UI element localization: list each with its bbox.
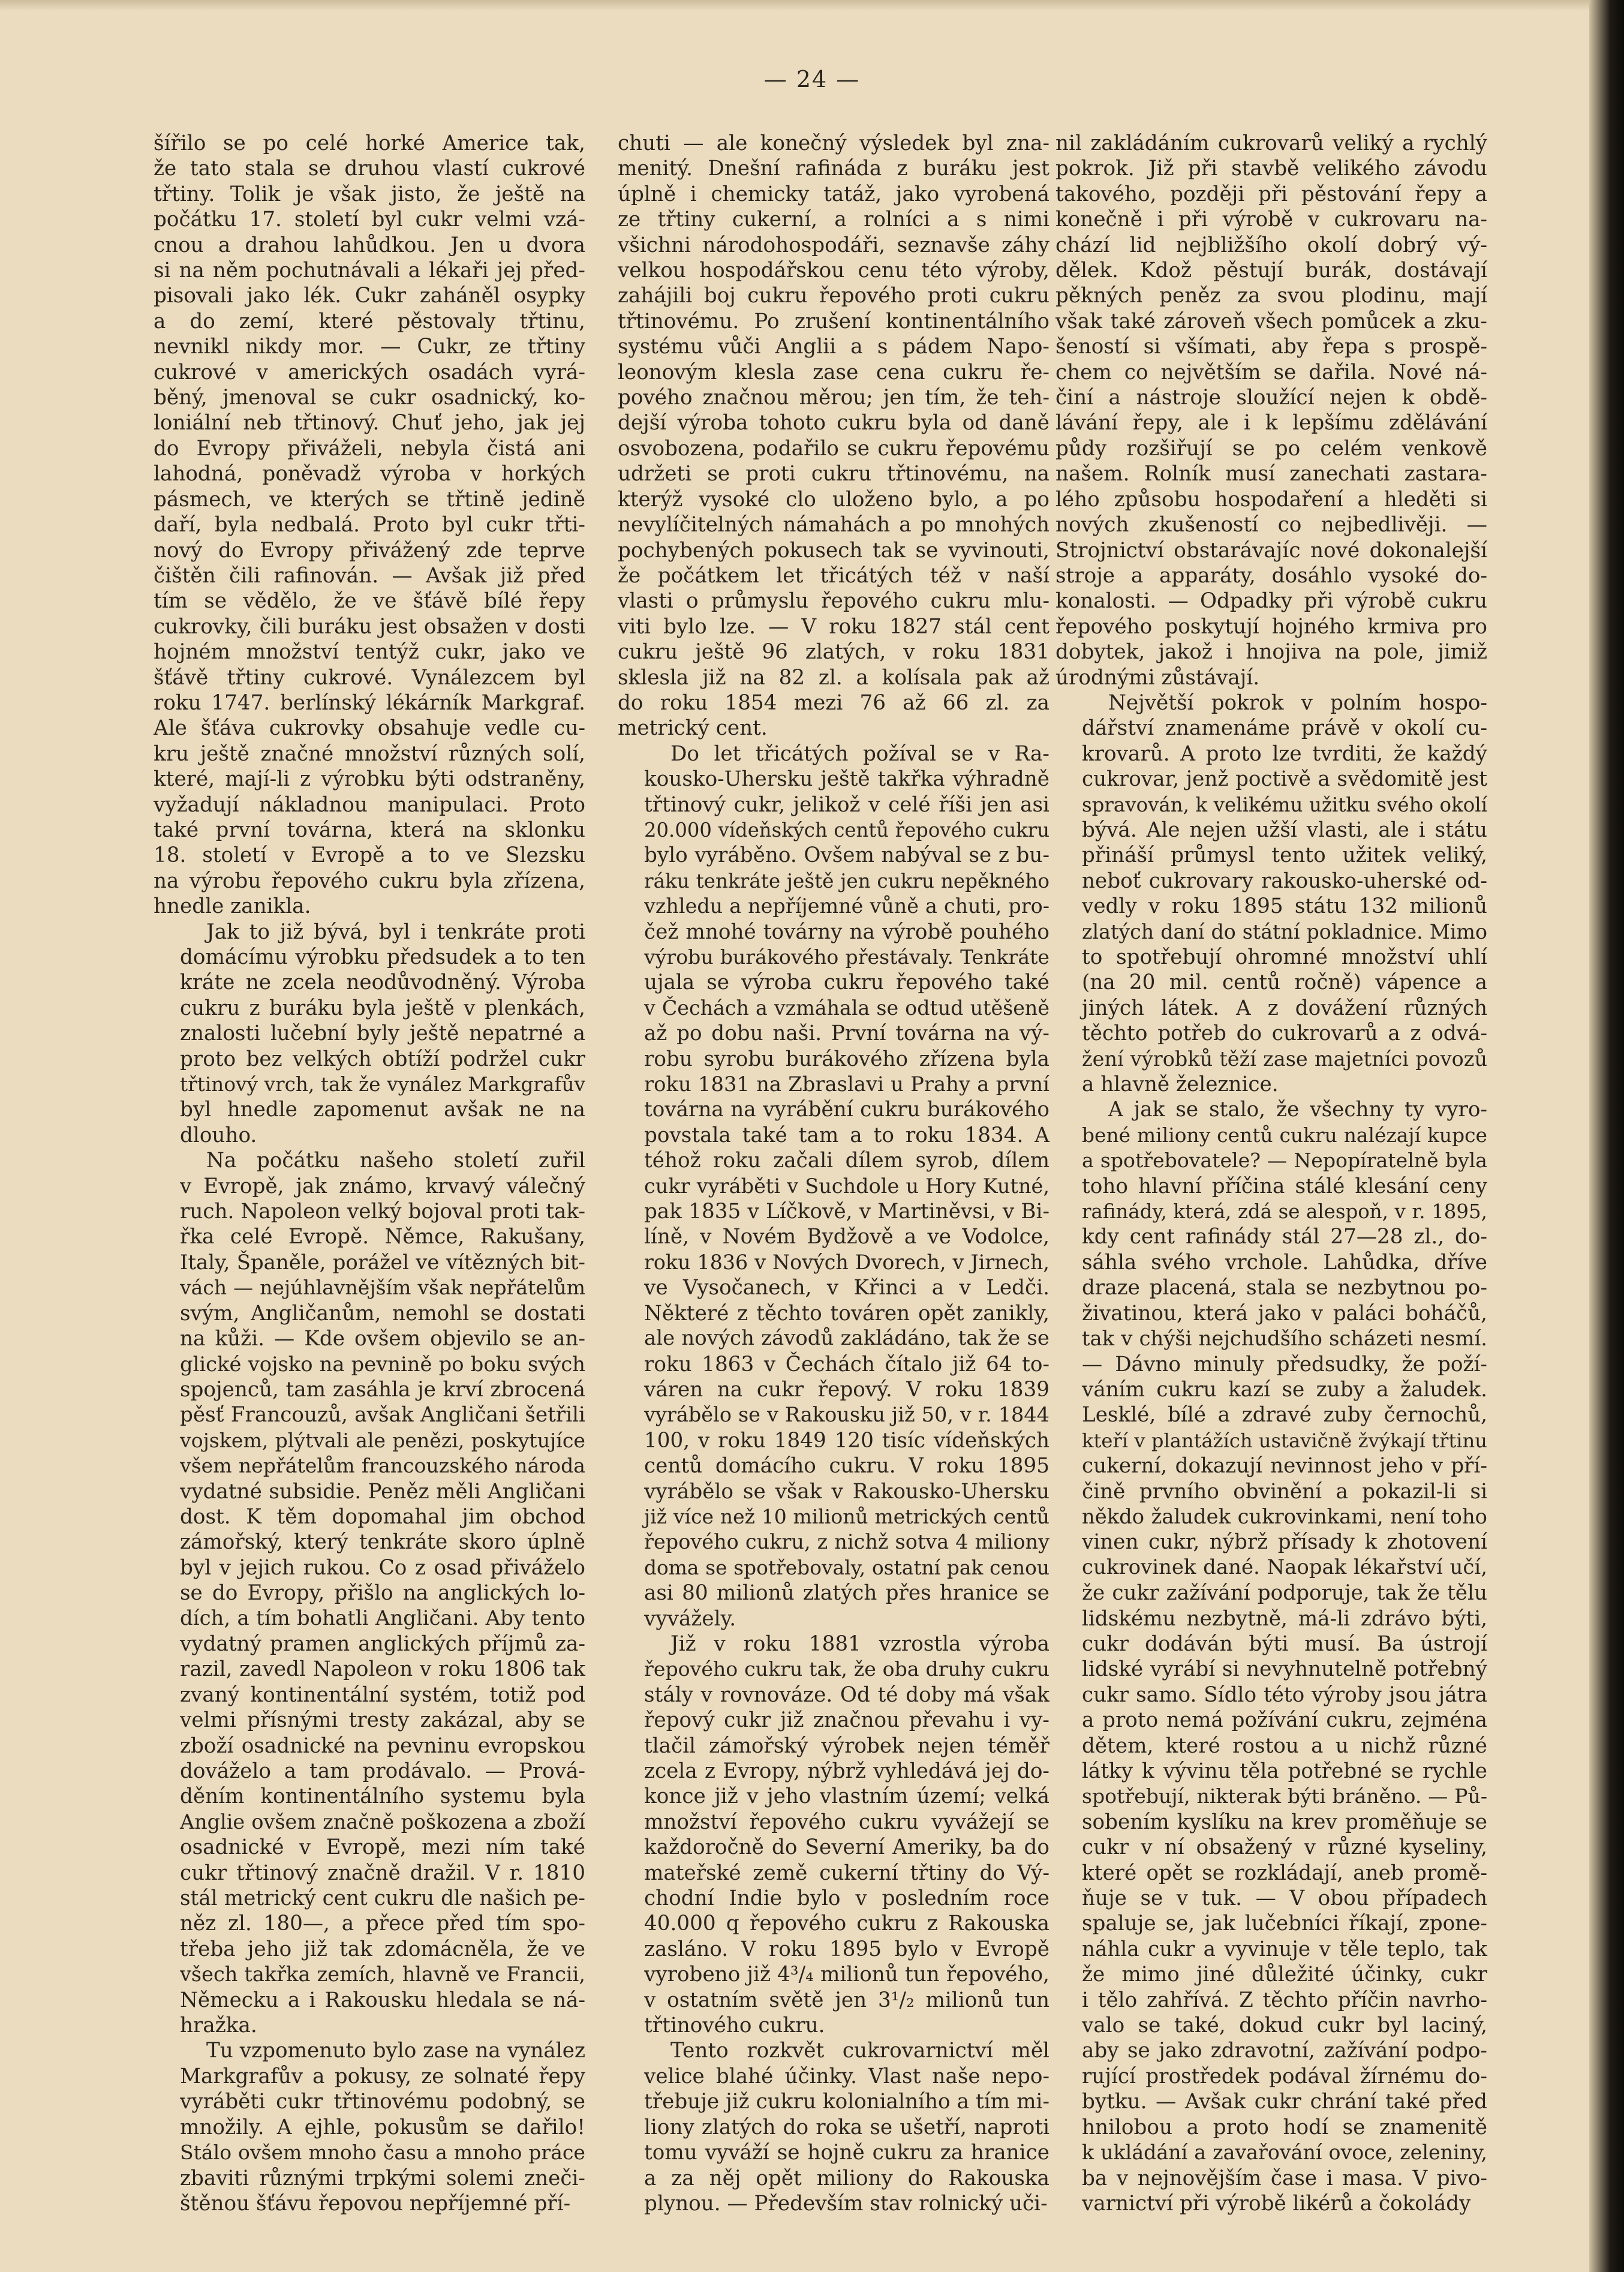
text-line: líně, v Novém Bydžově a ve Vodolce, [644, 1225, 1049, 1249]
text-line: asi 80 milionů zlatých přes hranice se [644, 1581, 1049, 1606]
text-line: šířilo se po celé horké Americe tak, [154, 131, 585, 155]
text-line: řepového cukru tak, že oba druhy cukru [644, 1657, 1049, 1681]
text-line: i tělo zahřívá. Z těchto příčin navrho- [1082, 1988, 1487, 2012]
text-line: kousko-Uhersku ještě takřka výhradně [644, 767, 1049, 792]
text-line: řepového cukru, z nichž sotva 4 miliony [644, 1530, 1049, 1554]
text-line: toho hlavní příčina stálé klesání ceny [1082, 1174, 1487, 1198]
text-line: že počátkem let třicátých též v naší [618, 563, 1049, 588]
text-line: čině prvního obvinění a pokazil-li si [1082, 1479, 1487, 1504]
page-top-shadow [0, 0, 1624, 11]
text-line: třtinového cukru. [644, 2013, 825, 2038]
text-line: aby se jako zdravotní, zažívání podpo- [1082, 2039, 1487, 2063]
text-line: lahodná, poněvadž výroba v horkých [154, 462, 585, 486]
text-line: zasláno. V roku 1895 bylo v Evropě [644, 1937, 1049, 1961]
text-line: Strojnictví obstarávajíc nové dokonalejší [1055, 538, 1487, 563]
text-line: štěnou šťávu řepovou nepříjemné pří- [180, 2191, 571, 2216]
text-line: pak 1835 v Líčkově, v Martiněvsi, v Bi- [644, 1200, 1049, 1224]
text-line: všichni národohospodáři, seznavše záhy [618, 233, 1049, 257]
text-line: zahájili boj cukru řepového proti cukru [618, 284, 1049, 308]
text-line: kterýž vysoké clo uloženo bylo, a po [618, 487, 1049, 512]
text-line: látky k vývinu těla potřebné se rychle [1082, 1759, 1487, 1783]
text-line: systému vůči Anglii a s pádem Napo- [618, 335, 1049, 359]
text-line: osadnické v Evropě, mezi ním také [180, 1835, 585, 1860]
text-line: Tu vzpomenuto bylo zase na vynález [206, 2039, 585, 2063]
text-line: cukr dodáván býti musí. Ba ústrojí [1082, 1631, 1487, 1656]
text-line: a za něj opět miliony do Rakouska [644, 2166, 1049, 2190]
text-line: menitý. Dnešní rafináda z buráku jest [618, 157, 1049, 181]
text-line: draze placená, stala se nezbytnou po- [1082, 1276, 1487, 1300]
text-line: liony zlatých do roka se ušetří, naproti [644, 2115, 1049, 2139]
text-line: činí a nástroje sloužící nejen k obdě- [1055, 386, 1487, 410]
text-line: v ostatním světě jen 3¹/₂ milionů tun [644, 1988, 1049, 2012]
text-line: třebuje již cukru kolonialního a tím mi- [644, 2090, 1049, 2114]
text-line: chem co největším se dařila. Nové ná- [1055, 360, 1487, 384]
text-line: domácímu výrobku předsudek a to ten [180, 945, 585, 969]
text-line: takového, později při pěstování řepy a [1055, 182, 1487, 206]
text-line: hnilobou a proto hodí se znamenitě [1082, 2115, 1487, 2139]
text-line: cukrové v amerických osadách vyrá- [154, 360, 585, 384]
text-line: hojném množství tentýž cukr, jako ve [154, 640, 585, 665]
paragraph [154, 2038, 585, 2216]
text-line: a hlavně železnice. [1082, 1072, 1279, 1097]
text-line: téhož roku začali dílem syrob, dílem [644, 1149, 1049, 1173]
text-line: jiných látek. A z dovážení různých [1082, 996, 1487, 1020]
text-line: tím se vědělo, že ve šťávě bílé řepy [154, 589, 585, 614]
text-line: chodní Indie bylo v posledním roce [644, 1886, 1049, 1911]
text-line: sobením kyslíku na krev proměňuje se [1082, 1810, 1487, 1834]
text-line: k ukládání a zavařování ovoce, zeleniny, [1082, 2141, 1487, 2165]
text-line: se do Evropy, přišlo na anglických lo- [180, 1581, 585, 1606]
text-line: třtiny. Tolik je však jisto, že ještě na [154, 182, 585, 206]
text-line: že cukr zažívání podporuje, tak že tělu [1082, 1581, 1487, 1606]
text-line: rující prostředek podával žírnému do- [1082, 2064, 1487, 2088]
text-line: velkou hospodářskou cenu této výroby, [618, 259, 1049, 283]
text-line: sáhla svého vrchole. Lahůdka, dříve [1082, 1250, 1487, 1275]
paragraph [1055, 690, 1487, 1098]
text-line: cukr samo. Sídlo této výroby jsou játra [1082, 1682, 1487, 1707]
text-line: dích, a tím bohatli Angličani. Aby tento [180, 1606, 585, 1630]
text-line: pisovali jako lék. Cukr zaháněl osypky [154, 284, 585, 308]
text-line: byl v jejich rukou. Co z osad přiváželo [180, 1555, 585, 1580]
text-line: spotřebují, nikterak býti bráněno. — Pů- [1082, 1784, 1487, 1808]
text-line: stály v rovnováze. Od té doby má však [644, 1682, 1049, 1707]
text-line: byl hnedle zapomenut avšak ne na [180, 1098, 585, 1122]
text-line: 100, v roku 1849 120 tisíc vídeňských [644, 1428, 1049, 1453]
text-line: šeností si všímati, aby řepa s prospě- [1055, 335, 1487, 359]
text-line: dováželo a tam prodávalo. — Prová- [180, 1759, 585, 1783]
text-line: nový do Evropy přivážený zde teprve [154, 538, 585, 563]
text-line: nil zakládáním cukrovarů veliký a rychlý [1055, 131, 1487, 155]
text-line: daří, byla nedbalá. Proto byl cukr třti- [154, 513, 585, 537]
text-line: cukr vyráběti v Suchdole u Hory Kutné, [644, 1174, 1049, 1198]
text-line: pochybených pokusech tak se vyvinouti, [618, 538, 1049, 563]
text-line: třeba jeho již tak zdomácněla, že ve [180, 1937, 585, 1961]
text-line: stroje a apparáty, dosáhlo vysoké do- [1055, 563, 1487, 588]
text-line: pového značnou měrou; jen tím, že teh- [618, 386, 1049, 410]
text-line: osvobozena, podařilo se cukru řepovému [618, 436, 1049, 461]
text-line: cukr v ní obsažený v různé kyseliny, [1082, 1835, 1487, 1860]
text-line: které, mají-li z výrobku býti odstraněny, [154, 767, 585, 792]
text-line: cukru ještě 96 zlatých, v roku 1831 [618, 640, 1049, 665]
text-line: glické vojsko na pevnině po boku svých [180, 1352, 585, 1376]
text-line: chází lid nejbližšího okolí dobrý vý- [1055, 233, 1487, 257]
text-line: až po dobu naši. První továrna na vý- [644, 1021, 1049, 1046]
text-line: tomu vyváží se hojně cukru za hranice [644, 2141, 1049, 2165]
text-line: vách — nejúhlavnějším však nepřátelům [180, 1276, 585, 1300]
text-line: zcela z Evropy, nýbrž vyhledává jej do- [644, 1759, 1049, 1783]
text-line: vinen cukr, nýbrž přísady k zhotovení [1082, 1530, 1487, 1555]
text-line: výrobu burákového přestávaly. Tenkráte [644, 945, 1049, 969]
text-line: svým, Angličanům, nemohl se dostati [180, 1301, 585, 1326]
text-line: na kůži. — Kde ovšem objevilo se an- [180, 1327, 585, 1351]
text-line: povstala také tam a to roku 1834. A [644, 1123, 1049, 1147]
text-line: to spotřebují ohromné množství uhlí [1082, 945, 1487, 969]
text-line: — Dávno minuly předsudky, že poží- [1082, 1352, 1487, 1377]
text-line: dětem, které rostou a u nichž různé [1082, 1733, 1487, 1758]
text-line: krovarů. A proto lze tvrditi, že každý [1082, 741, 1487, 766]
text-line: však také zároveň všech pomůcek a zku- [1055, 309, 1487, 333]
text-line: řepový cukr již značnou převahu i vy- [644, 1708, 1049, 1733]
text-line: čištěn čili rafinován. — Avšak již před [154, 563, 585, 588]
text-line: si na něm pochutnávali a lékaři jej před- [154, 259, 585, 283]
paragraph [618, 131, 1049, 741]
text-line: v Evropě, jak známo, krvavý válečný [180, 1174, 585, 1198]
text-line: 18. století v Evropě a to ve Slezsku [154, 843, 585, 868]
text-line: ňuje se v tuk. — V obou případech [1082, 1886, 1487, 1911]
paragraph [1055, 1097, 1487, 2216]
text-line: metrický cent. [618, 716, 768, 741]
text-line: vyráběti cukr třtinovému podobný, se [180, 2090, 585, 2114]
text-column-middle [618, 131, 1049, 2216]
text-line: bylo vyráběno. Ovšem nabýval se z bu- [644, 843, 1049, 868]
text-line: děním kontinentálního systemu byla [180, 1784, 585, 1809]
text-line: roku 1836 v Nových Dvorech, v Jirnech, [644, 1250, 1049, 1274]
text-line: dobytek, jakož i hnojiva na pole, jimiž [1055, 640, 1487, 665]
text-line: řepového poskytují hojného krmiva pro [1055, 614, 1487, 639]
text-line: řka celé Evropě. Němce, Rakušany, [180, 1225, 585, 1249]
text-line: Lesklé, bílé a zdravé zuby černochů, [1082, 1403, 1487, 1427]
page-number: — 24 — [763, 66, 861, 92]
text-line: velmi přísnými tresty zakázal, aby se [180, 1708, 585, 1733]
text-line: dělek. Kdož pěstují burák, dostávají [1055, 259, 1487, 283]
text-line: množily. A ejhle, pokusům se dařilo! [180, 2115, 585, 2139]
text-line: nových zkušeností co nejbedlivěji. — [1055, 513, 1487, 537]
text-line: sklesla již na 82 zl. a kolísala pak až [618, 665, 1049, 690]
text-line: spravován, k velikému užitku svého okolí [1082, 793, 1487, 816]
text-line: v Čechách a vzmáhala se odtud utěšeně [644, 996, 1049, 1020]
text-line: zámořský, který tenkráte skoro úplně [180, 1530, 585, 1555]
text-line: bytku. — Avšak cukr chrání také před [1082, 2090, 1487, 2114]
text-line: spojenců, tam zasáhla je krví zbrocená [180, 1377, 585, 1402]
text-line: vyrábělo se však v Rakousko-Uhersku [644, 1479, 1049, 1504]
text-line: kráte ne zcela neodůvodněný. Výroba [180, 970, 585, 995]
text-line: úrodnými zůstávají. [1055, 665, 1260, 690]
text-line: vzhledu a nepříjemné vůně a chuti, pro- [644, 894, 1049, 918]
text-line: zlatých daní do státní pokladnice. Mimo [1082, 919, 1487, 943]
text-line: přináší průmysl tento užitek veliký, [1082, 843, 1487, 868]
text-line: našem. Rolník musí zanechati zastara- [1055, 462, 1487, 486]
text-line: ujala se výroba cukru řepového také [644, 970, 1049, 995]
text-line: plynou. — Především stav rolnický uči- [644, 2191, 1048, 2216]
text-line: tak v chýši nejchudšího scházeti nesmí. [1082, 1327, 1487, 1351]
text-line: žení výrobků těží zase majetníci povozů [1082, 1047, 1487, 1071]
text-line: (na 20 mil. centů ročně) vápence a [1082, 970, 1487, 995]
text-line: vyvážely. [644, 1606, 736, 1631]
text-line: že mimo jiné důležité účinky, cukr [1082, 1963, 1487, 1987]
text-line: počátku 17. století byl cukr velmi vzá- [154, 208, 585, 232]
text-column-left [154, 131, 585, 2216]
text-line: Již v roku 1881 vzrostla výroba [670, 1631, 1049, 1656]
text-line: vojskem, plýtvali ale penězi, poskytujíce [180, 1428, 585, 1452]
text-line: vydatný pramen anglických příjmů za- [180, 1631, 585, 1656]
text-line: rafinády, která, zdá se alespoň, v r. 1895, [1082, 1200, 1487, 1224]
text-line: Do let třicátých požíval se v Ra- [670, 741, 1049, 766]
text-line: dlouho. [180, 1123, 257, 1147]
text-line: lidskému nezbytně, má-li zdrávo býti, [1082, 1606, 1487, 1631]
text-line: roku 1863 v Čechách čítalo již 64 to- [644, 1352, 1049, 1377]
text-line: šťávě třtiny cukrové. Vynálezcem byl [154, 665, 585, 690]
text-line: dejší výroba tohoto cukru byla od daně [618, 411, 1049, 435]
text-line: ale nových závodů zakládáno, tak že se [644, 1327, 1049, 1351]
text-line: centů domácího cukru. V roku 1895 [644, 1454, 1049, 1478]
text-line: cukrovinek dané. Naopak lékařství učí, [1082, 1555, 1487, 1579]
text-line: varnictví při výrobě likérů a čokolády [1082, 2191, 1471, 2216]
text-line: cukru z buráku byla ještě v plenkách, [180, 996, 585, 1020]
text-line: pásmech, ve kterých se třtině jedině [154, 487, 585, 512]
text-line: cukrovar, jenž poctivě a svědomitě jest [1082, 767, 1487, 792]
paragraph [618, 1631, 1049, 2039]
text-line: zbaviti různými trpkými solemi zneči- [180, 2166, 585, 2190]
text-line: ruch. Napoleon velký bojoval proti tak- [180, 1200, 585, 1224]
text-line: náhla cukr a vyvinuje v těle teplo, tak [1082, 1937, 1487, 1961]
text-line: doma se spotřebovaly, ostatní pak cenou [644, 1556, 1049, 1579]
text-line: robu syrobu burákového zřízena byla [644, 1047, 1049, 1071]
text-line: každoročně do Severní Ameriky, ba do [644, 1835, 1049, 1860]
text-line: cukrovky, čili buráku jest obsažen v dosti [154, 614, 585, 639]
text-line: na výrobu řepového cukru byla zřízena, [154, 868, 585, 893]
text-line: cnou a drahou lahůdkou. Jen u dvora [154, 233, 585, 257]
text-line: ráku tenkráte ještě jen cukru nepěkného [644, 869, 1049, 892]
text-line: zvaný kontinentální systém, totiž pod [180, 1682, 585, 1707]
paragraph [618, 741, 1049, 1631]
text-line: třtinovému. Po zrušení kontinentálního [618, 309, 1049, 333]
text-line: hražka. [180, 2013, 257, 2038]
text-line: do Evropy přiváželi, nebyla čistá ani [154, 436, 585, 461]
text-line: viti bylo lze. — V roku 1827 stál cent [618, 614, 1049, 639]
text-line: a proto nemá požívání cukru, zejména [1082, 1708, 1487, 1733]
text-line: 40.000 q řepového cukru z Rakouska [644, 1912, 1049, 1936]
text-line: loniální neb třtinový. Chuť jeho, jak jej [154, 411, 585, 435]
text-line: vydatné subsidie. Peněz měli Angličani [180, 1479, 585, 1504]
text-line: a spotřebovatele? — Nepopíratelně byla [1082, 1149, 1487, 1173]
text-line: někdo žaludek cukrovinkami, není toho [1082, 1504, 1487, 1528]
text-line: konečně i při výrobě v cukrovaru na- [1055, 208, 1487, 232]
text-line: razil, zavedl Napoleon v roku 1806 tak [180, 1657, 585, 1682]
text-line: že tato stala se druhou vlastí cukrové [154, 157, 585, 181]
text-line: Markgrafův a pokusy, ze solnaté řepy [180, 2064, 585, 2088]
text-line: mateřské země cukerní třtiny do Vý- [644, 1861, 1049, 1885]
text-line: Největší pokrok v polním hospo- [1108, 690, 1487, 715]
text-line: množství řepového cukru vyvážejí se [644, 1810, 1049, 1834]
text-line: do roku 1854 mezi 76 až 66 zl. za [618, 690, 1049, 715]
paragraph [154, 131, 585, 919]
text-line: 20.000 vídeňských centů řepového cukru [644, 818, 1049, 842]
text-line: vyrobeno již 4³/₄ milionů tun řepového, [644, 1963, 1049, 1987]
text-line: továrna na vyrábění cukru burákového [644, 1098, 1049, 1122]
text-line: bývá. Ale nejen užší vlasti, ale i státu [1082, 818, 1487, 842]
paragraph [154, 1148, 585, 2038]
text-line: vedly v roku 1895 státu 132 milionů [1082, 894, 1487, 919]
text-line: znalosti lučební byly ještě nepatrné a [180, 1021, 585, 1046]
text-line: valo se také, dokud cukr byl laciný, [1082, 2013, 1487, 2038]
text-line: všech takřka zemích, hlavně ve Francii, [180, 1963, 585, 1987]
text-line: dost. K těm dopomahal jim obchod [180, 1504, 585, 1529]
page-binding-shadow [1589, 0, 1624, 2272]
text-line: Ale šťáva cukrovky obsahuje vedle cu- [154, 716, 585, 741]
text-line: tlačil zámořský výrobek nejen téměř [644, 1733, 1049, 1758]
text-line: A jak se stalo, že všechny ty vyro- [1108, 1098, 1487, 1122]
text-line: Německu a i Rakousku hledala se ná- [180, 1988, 585, 2012]
text-line: třtinový cukr, jelikož v celé říši jen asi [644, 792, 1049, 817]
text-line: kteří v plantážích ustavičně žvýkají třtinu [1082, 1429, 1487, 1452]
text-line: kdy cent rafinády stál 27—28 zl., do- [1082, 1225, 1487, 1249]
text-line: zboží osadnické na pevninu evropskou [180, 1733, 585, 1758]
text-line: váren na cukr řepový. V roku 1839 [644, 1377, 1049, 1402]
text-line: proto bez velkých obtíží podržel cukr [180, 1047, 585, 1071]
text-line: velice blahé účinky. Vlast naše nepo- [644, 2064, 1049, 2088]
text-line: a do zemí, které pěstovaly třtinu, [154, 309, 585, 333]
text-line: ze třtiny cukerní, a rolníci a s nimi [618, 208, 1049, 232]
text-line: Anglie ovšem značně poškozena a zboží [180, 1810, 585, 1834]
text-line: Jak to již bývá, byl i tenkráte proti [206, 919, 585, 944]
text-line: ba v nejnovějším čase i masa. V pivo- [1082, 2166, 1487, 2190]
text-line: váním cukru kazí se zuby a žaludek. [1082, 1377, 1487, 1402]
text-line: udržeti se proti cukru třtinovému, na [618, 462, 1049, 486]
text-line: kru ještě značné množství různých solí, [154, 741, 585, 766]
text-line: vyžadují nákladnou manipulaci. Proto [154, 792, 585, 817]
text-line: pěsť Francouzů, avšak Angličani šetřili [180, 1403, 585, 1427]
text-line: již více než 10 milionů metrických centů [644, 1504, 1049, 1528]
text-line: úplně i chemicky tatáž, jako vyrobená [618, 182, 1049, 206]
text-line: stál metrický cent cukru dle našich pe- [180, 1886, 585, 1911]
text-line: běný, jmenoval se cukr osadnický, ko- [154, 386, 585, 410]
text-line: Na počátku našeho století zuřil [206, 1149, 585, 1173]
text-line: konalosti. — Odpadky při výrobě cukru [1055, 589, 1487, 614]
text-column-right [1055, 131, 1487, 2216]
text-line: konce již v jeho vlastním území; velká [644, 1784, 1049, 1809]
text-line: Tento rozkvět cukrovarnictví měl [670, 2039, 1049, 2063]
text-line: chuti — ale konečný výsledek byl zna- [618, 131, 1049, 155]
text-line: vlasti o průmyslu řepového cukru mlu- [618, 589, 1049, 614]
paragraph [154, 919, 585, 1149]
text-line: čež mnohé továrny na výrobě pouhého [644, 919, 1049, 944]
paragraph [1055, 131, 1487, 690]
text-line: Italy, Španěle, porážel ve vítězných bit- [180, 1250, 585, 1274]
text-line: lidské vyrábí si nevyhnutelně potřebný [1082, 1657, 1487, 1682]
text-line: něz zl. 180—, a přece před tím spo- [180, 1912, 585, 1936]
text-line: Stálo ovšem mnoho času a mnoho práce [180, 2141, 585, 2165]
text-line: roku 1831 na Zbraslavi u Prahy a první [644, 1072, 1049, 1096]
paragraph [618, 2038, 1049, 2216]
text-line: půdy rozšiřují se po celém venkově [1055, 436, 1487, 461]
text-line: lávání řepy, ale i k lepšímu zdělávání [1055, 411, 1487, 435]
text-line: cukr třtinový značně dražil. V r. 1810 [180, 1861, 585, 1885]
text-line: dářství znamenáme právě v okolí cu- [1082, 716, 1487, 741]
text-line: roku 1747. berlínský lékárník Markgraf. [154, 690, 585, 715]
text-line: Některé z těchto továren opět zanikly, [644, 1301, 1049, 1326]
text-line: spaluje se, jak lučebníci říkají, zpone- [1082, 1912, 1487, 1936]
text-line: neboť cukrovary rakousko-uherské od- [1082, 868, 1487, 893]
text-line: lého způsobu hospodaření a hleděti si [1055, 487, 1487, 512]
text-line: které opět se rozkládají, aneb promě- [1082, 1861, 1487, 1885]
text-line: nevylíčitelných námahách a po mnohých [618, 513, 1049, 537]
text-line: bené miliony centů cukru nalézají kupce [1082, 1123, 1487, 1147]
text-line: vyrábělo se v Rakousku již 50, v r. 1844 [644, 1403, 1049, 1427]
text-line: třtinový vrch, tak že vynález Markgrafův [180, 1073, 585, 1096]
text-line: pěkných peněz za svou plodinu, mají [1055, 284, 1487, 308]
text-line: leonovým klesla zase cena cukru ře- [618, 360, 1049, 384]
text-line: živatinou, která jako v paláci boháčů, [1082, 1301, 1487, 1326]
text-line: všem nepřátelům francouzského národa [180, 1454, 585, 1478]
text-line: nevnikl nikdy mor. — Cukr, ze třtiny [154, 335, 585, 359]
text-line: ve Vysočanech, v Křinci a v Ledči. [644, 1276, 1049, 1300]
text-line: cukerní, dokazují nevinnost jeho v pří- [1082, 1454, 1487, 1478]
text-line: také první továrna, která na sklonku [154, 818, 585, 842]
text-line: pokrok. Již při stavbě velikého závodu [1055, 157, 1487, 181]
text-line: hnedle zanikla. [154, 894, 311, 919]
text-line: těchto potřeb do cukrovarů a z odvá- [1082, 1021, 1487, 1046]
